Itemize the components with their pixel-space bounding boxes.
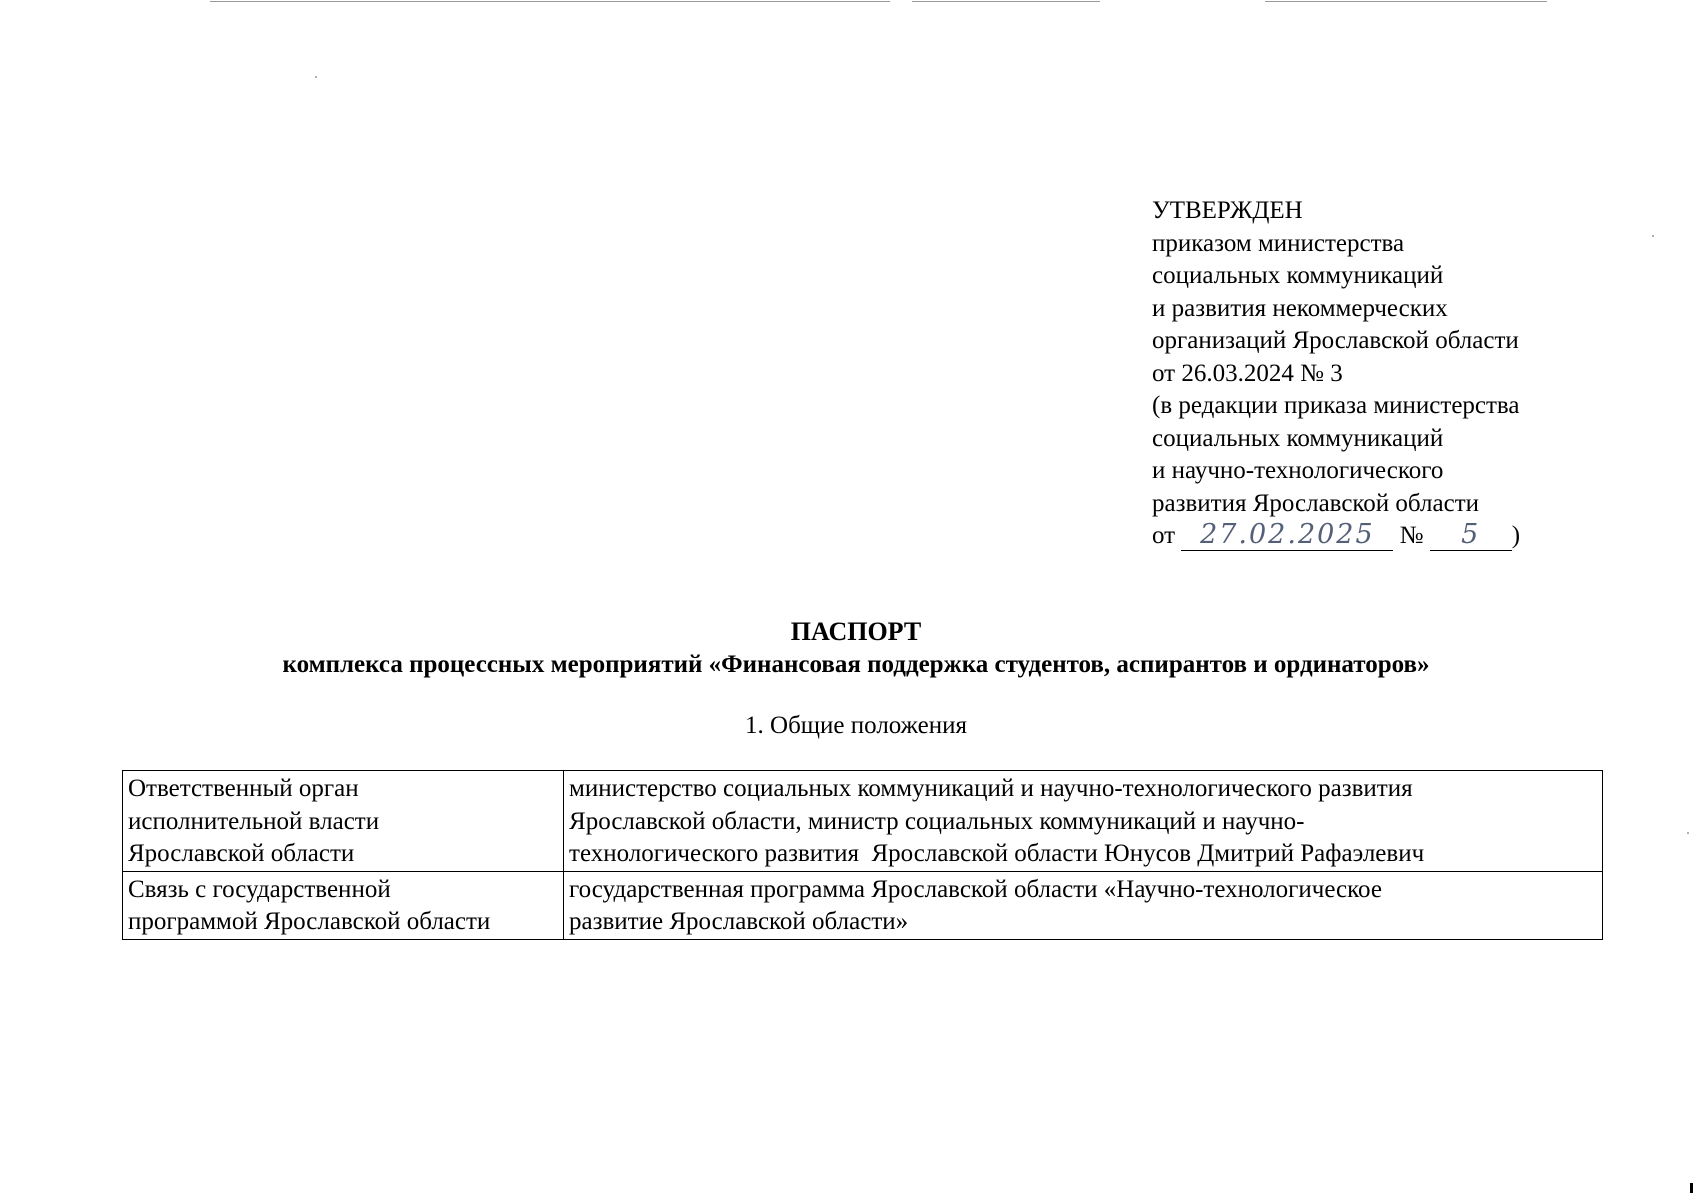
- number-sign: №: [1399, 522, 1424, 549]
- document-subtitle: комплекса процессных мероприятий «Финансовая поддержка студентов, аспирантов и ординаторов»: [282, 651, 1430, 678]
- approval-block: [1152, 195, 1520, 553]
- scan-artifact-dot: [315, 76, 317, 78]
- row-value-cell: [564, 871, 1603, 939]
- scan-artifact-dot: [1652, 235, 1654, 237]
- scan-artifact-line: [1265, 1, 1547, 2]
- approval-line: организаций Ярославской области: [1152, 327, 1519, 354]
- cell-line: Ответственный орган: [128, 775, 359, 802]
- number-blank: [1430, 521, 1512, 551]
- approval-line: УТВЕРЖДЕН: [1152, 197, 1303, 224]
- general-provisions-table: [122, 770, 1603, 940]
- cell-line: Ярославской области: [128, 840, 355, 867]
- scan-artifact-line: [912, 1, 1100, 2]
- handwritten-date: 27.02.2025: [1200, 519, 1375, 550]
- cell-line: технологического развития Ярославской области Юнусов Дмитрий Рафаэлевич: [569, 840, 1425, 867]
- date-prefix: от: [1152, 522, 1176, 549]
- cell-line: государственная программа Ярославской области «Научно-технологическое: [569, 875, 1382, 903]
- approval-line: (в редакции приказа министерства: [1152, 392, 1520, 419]
- date-blank: [1181, 521, 1393, 551]
- row-label-cell: [123, 771, 564, 872]
- cell-line: Ярославской области, министр социальных коммуникаций и научно-: [569, 807, 1305, 835]
- cell-line: исполнительной власти: [128, 807, 380, 835]
- scan-artifact-dot: [1687, 832, 1689, 834]
- approval-line: развития Ярославской области: [1152, 489, 1480, 517]
- approval-line: приказом министерства: [1152, 229, 1405, 257]
- cell-line: программой Ярославской области: [128, 908, 491, 935]
- scan-artifact-dot: [1690, 1183, 1693, 1193]
- table-row: [123, 871, 1603, 939]
- approval-date-line: [1152, 520, 1520, 553]
- closing-paren: ): [1511, 522, 1521, 549]
- cell-line: министерство социальных коммуникаций и научно-технологического развития: [569, 775, 1413, 802]
- table-row: [123, 771, 1603, 872]
- scan-artifact-line: [210, 1, 890, 2]
- row-value-cell: [564, 771, 1603, 872]
- approval-line: и научно-технологического: [1152, 457, 1444, 484]
- approval-line: от 26.03.2024 № 3: [1152, 359, 1343, 387]
- approval-line: и развития некоммерческих: [1152, 294, 1448, 322]
- approval-line: социальных коммуникаций: [1152, 424, 1444, 452]
- document-title: ПАСПОРТ: [790, 617, 922, 646]
- handwritten-number: 5: [1461, 519, 1481, 550]
- row-label-cell: [123, 871, 564, 939]
- cell-line: Связь с государственной: [128, 875, 391, 903]
- approval-line: социальных коммуникаций: [1152, 262, 1444, 289]
- section-heading: 1. Общие положения: [745, 712, 967, 739]
- cell-line: развитие Ярославской области»: [569, 908, 909, 935]
